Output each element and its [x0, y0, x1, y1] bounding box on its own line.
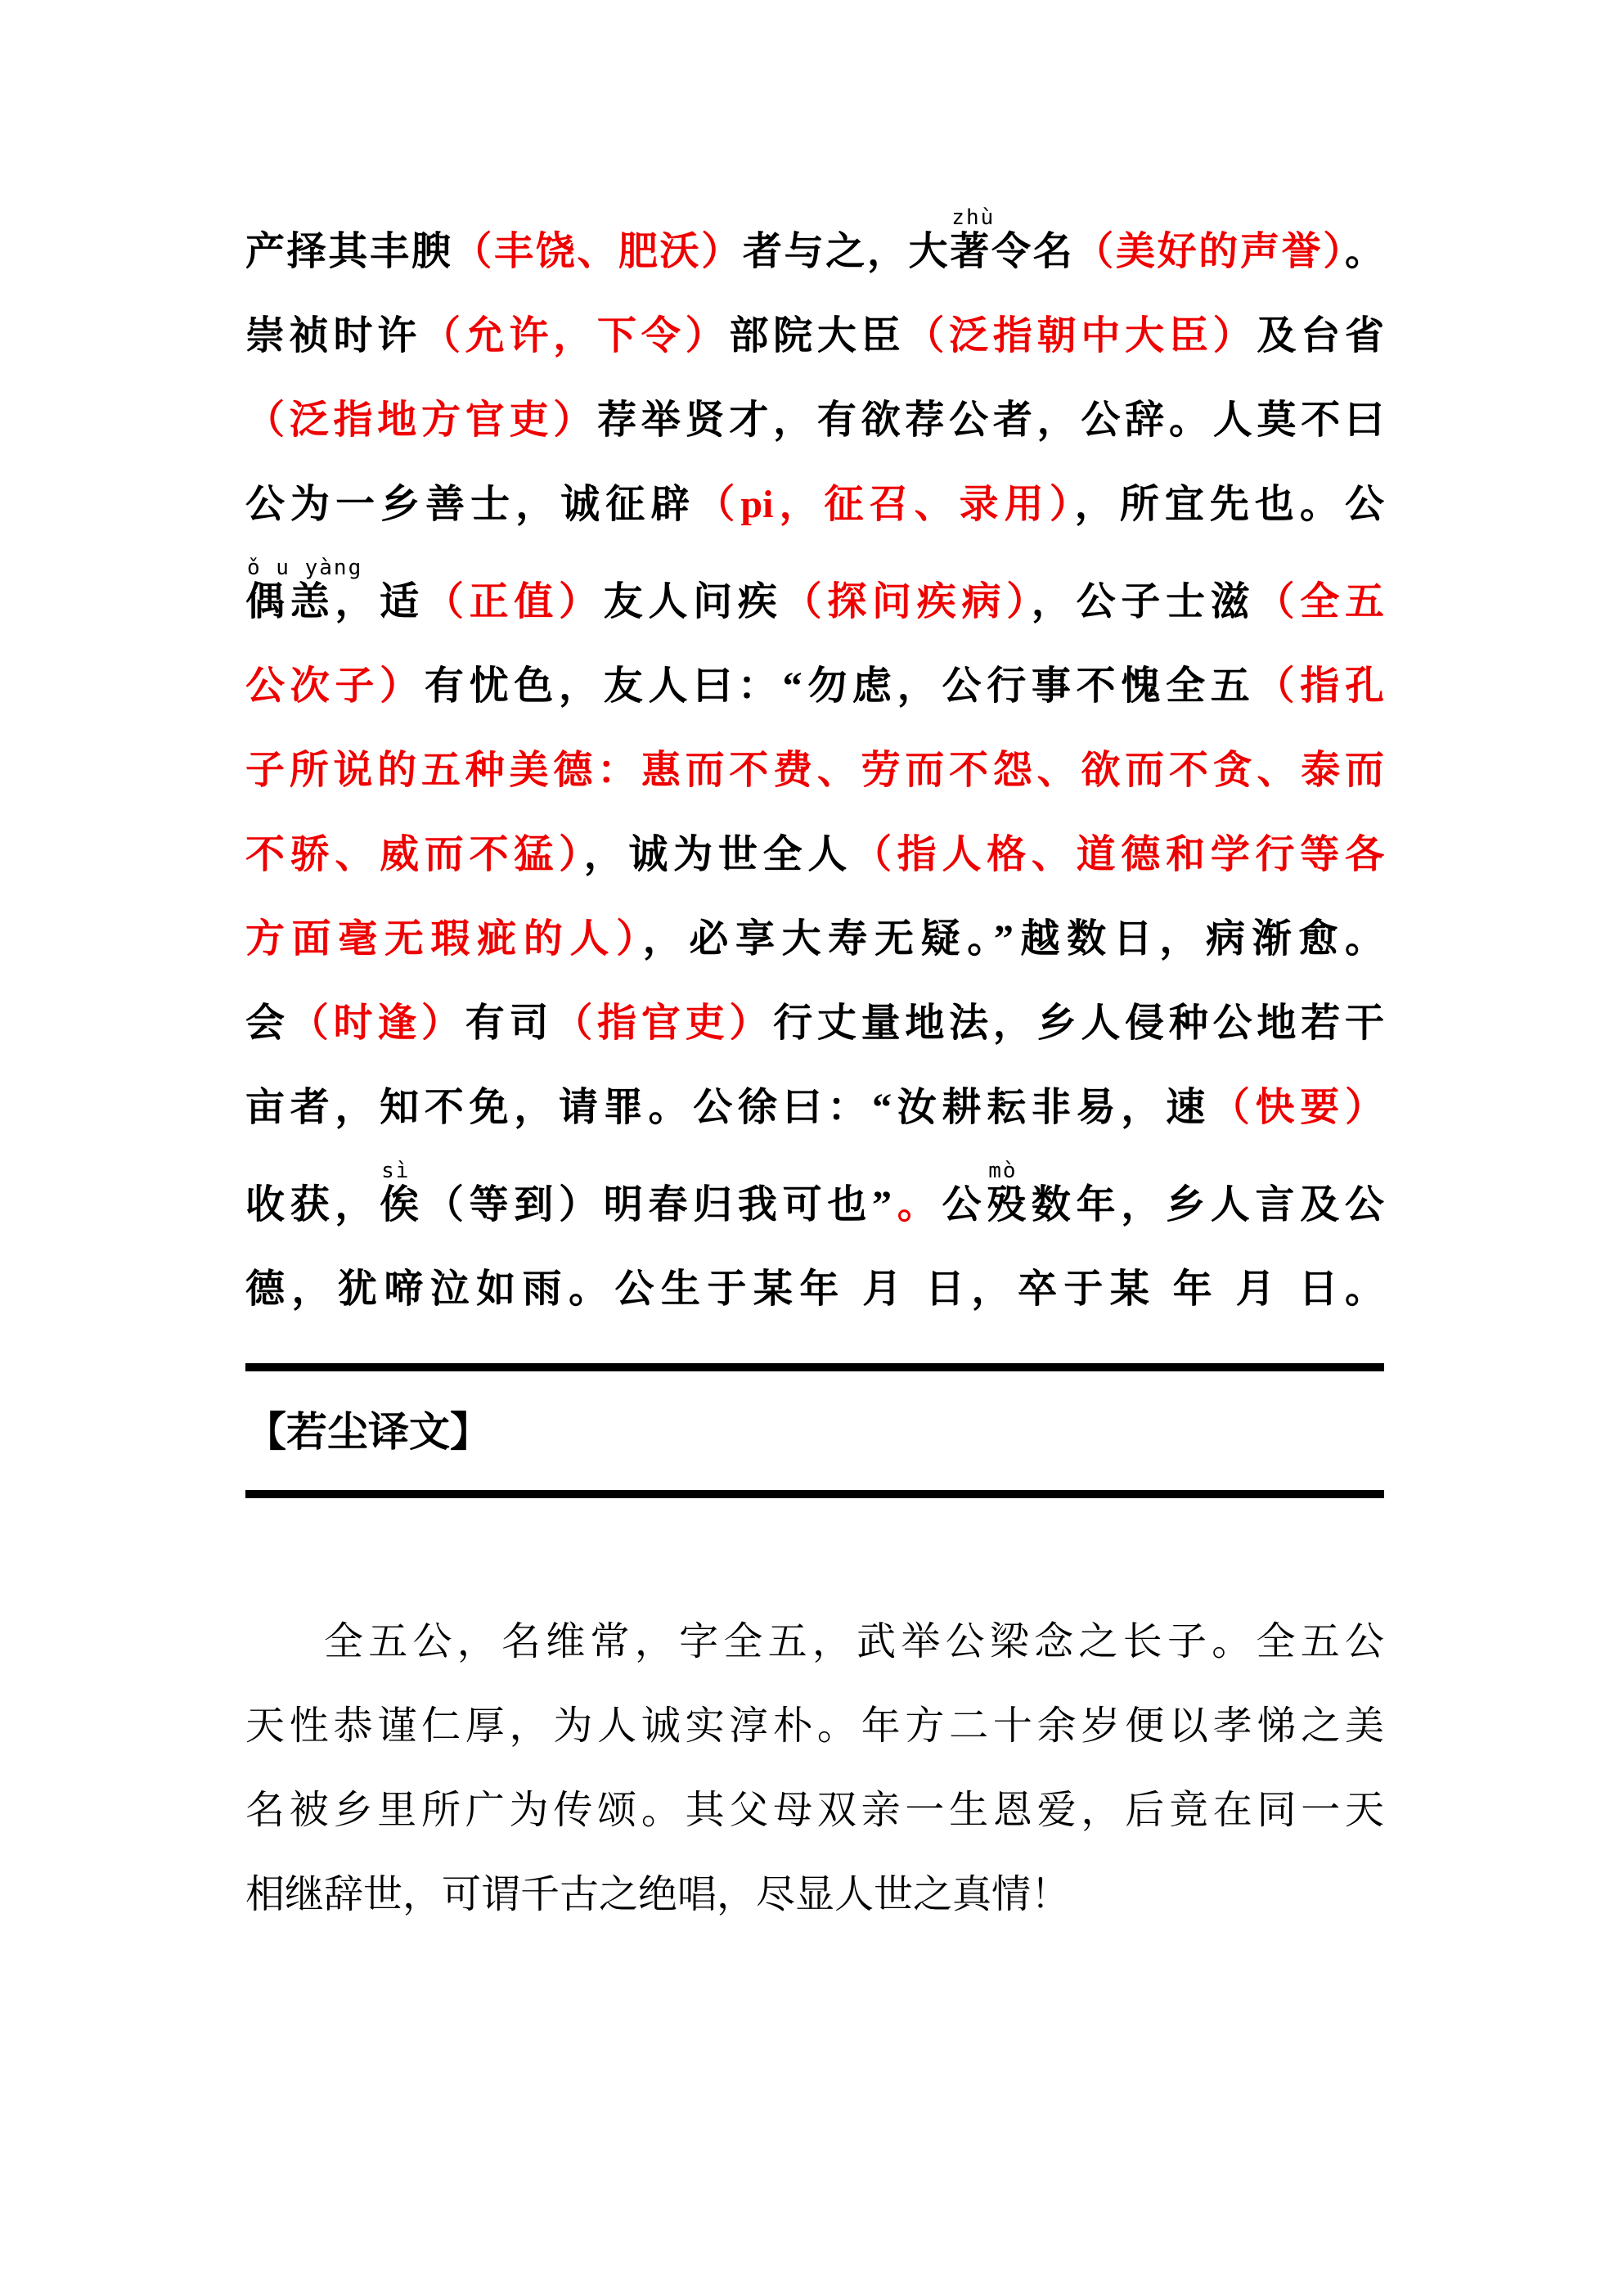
text-run: （正值）	[424, 580, 604, 624]
section-divider-rule-top	[245, 1363, 1384, 1371]
pinyin-annotation: zhù	[951, 205, 996, 230]
text-run: 天性恭谨仁厚，为人诚实淳朴。年方二十余岁便以孝悌之美	[245, 1704, 1384, 1748]
pinyin-annotation: ǒ u yàng	[247, 556, 363, 580]
text-run: 偶恙	[245, 580, 335, 624]
text-run: 名被乡里所广为传颂。其父母双亲一生恩爱，后竟在同一天	[245, 1789, 1384, 1832]
text-line	[245, 1684, 1384, 1768]
text-line	[245, 1853, 1384, 1937]
text-run: 亩者，知不免，请罪。公徐曰：“汝耕耘非易，速	[245, 1086, 1211, 1129]
text-run: （pi，征召、录用）	[695, 483, 1075, 526]
text-run: （快要）	[1210, 1086, 1384, 1129]
text-line	[245, 813, 1384, 897]
text-run: （泛指朝中大臣）	[905, 314, 1257, 358]
translation-section-heading: 【若尘译文】	[245, 1409, 491, 1455]
text-run: （指官吏）	[553, 1002, 774, 1045]
text-line	[245, 205, 1384, 294]
text-run: 不骄、威而不猛）	[245, 833, 584, 876]
text-run: 部院大臣	[729, 314, 906, 358]
text-run: 行丈量地法，乡人侵种公地若干	[773, 1002, 1384, 1045]
text-run: 德，犹啼泣如雨。公生于某年 月 日，卒于某 年 月 日。	[245, 1267, 1384, 1311]
text-run: ，必享大寿无疑。”越数日，病渐愈。	[642, 917, 1384, 961]
text-run: （丰饶、肥沃）	[452, 230, 743, 273]
text-line	[245, 462, 1384, 547]
ruby-text-run	[380, 1159, 425, 1227]
text-run: 方面毫无瑕疵的人）	[245, 917, 643, 961]
text-line	[245, 556, 1384, 644]
text-run: 崇祯时许	[245, 314, 422, 358]
text-run: （指人格、道德和学行等各	[852, 833, 1384, 876]
text-run: （时逢）	[289, 1002, 465, 1045]
text-line	[245, 644, 1384, 728]
text-run: （美好的声誉）	[1074, 230, 1345, 273]
text-line	[245, 294, 1384, 378]
text-line	[245, 897, 1384, 981]
text-run: 收获，	[245, 1183, 380, 1227]
text-run: 公为一乡善士，诚征辟	[245, 483, 696, 526]
text-run: ，适	[335, 580, 425, 624]
text-run: （探问疾病）	[782, 580, 1032, 624]
ruby-text-run	[987, 1159, 1032, 1227]
text-run: 者与之，大	[742, 230, 951, 273]
pinyin-annotation: mò	[988, 1159, 1018, 1183]
text-line	[245, 378, 1384, 462]
annotated-passage	[245, 0, 1384, 1331]
text-run: 会	[245, 1002, 290, 1045]
text-line	[245, 728, 1384, 813]
text-run: ，诚为世全人	[583, 833, 853, 876]
text-run: 荐举贤才，有欲荐公者，公辞。人莫不曰	[597, 398, 1384, 442]
text-line	[245, 981, 1384, 1065]
ruby-text-run	[950, 205, 996, 273]
text-line	[245, 1600, 1384, 1684]
text-run: （泛指地方官吏）	[245, 398, 598, 442]
text-run: （等到）明春归我可也”	[424, 1183, 892, 1227]
text-run: （指孔	[1255, 664, 1384, 708]
text-run: （允许，下令）	[421, 314, 730, 358]
text-run: 公次子）	[245, 664, 425, 708]
text-run: 有忧色，友人曰：“勿虑，公行事不愧全五	[424, 664, 1256, 708]
text-run: 著	[950, 230, 991, 273]
text-run: 公	[942, 1183, 987, 1227]
text-run: 友人问疾	[603, 580, 783, 624]
section-divider-rule-bottom	[245, 1490, 1384, 1498]
text-line	[245, 1065, 1384, 1150]
text-run: 殁	[987, 1183, 1032, 1227]
text-run: 全五公，名维常，字全五，武举公梁念之长子。全五公	[324, 1620, 1384, 1663]
text-run: 俟	[380, 1183, 425, 1227]
text-run: 相继辞世，可谓千古之绝唱，尽显人世之真情！	[245, 1873, 1071, 1916]
ruby-text-run	[245, 556, 363, 624]
document-content	[245, 0, 1384, 1937]
text-run: ，公子士滋	[1031, 580, 1256, 624]
text-line	[245, 1768, 1384, 1853]
text-run: 。	[892, 1183, 942, 1227]
text-run: ，所宜先也。公	[1074, 483, 1384, 526]
translation-passage	[245, 1600, 1384, 1937]
text-run: 有司	[465, 1002, 554, 1045]
text-run: （全五	[1255, 580, 1384, 624]
text-run: 令名	[991, 230, 1075, 273]
text-line	[245, 1159, 1384, 1247]
text-run: 产择其丰腴	[245, 230, 453, 273]
text-run: 。	[1344, 230, 1384, 273]
text-run: 子所说的五种美德：惠而不费、劳而不怨、欲而不贪、泰而	[245, 749, 1384, 792]
pinyin-annotation: sì	[381, 1159, 411, 1183]
text-line	[245, 1247, 1384, 1331]
text-run: 数年，乡人言及公	[1031, 1183, 1384, 1227]
text-run: 及台省	[1257, 314, 1384, 358]
